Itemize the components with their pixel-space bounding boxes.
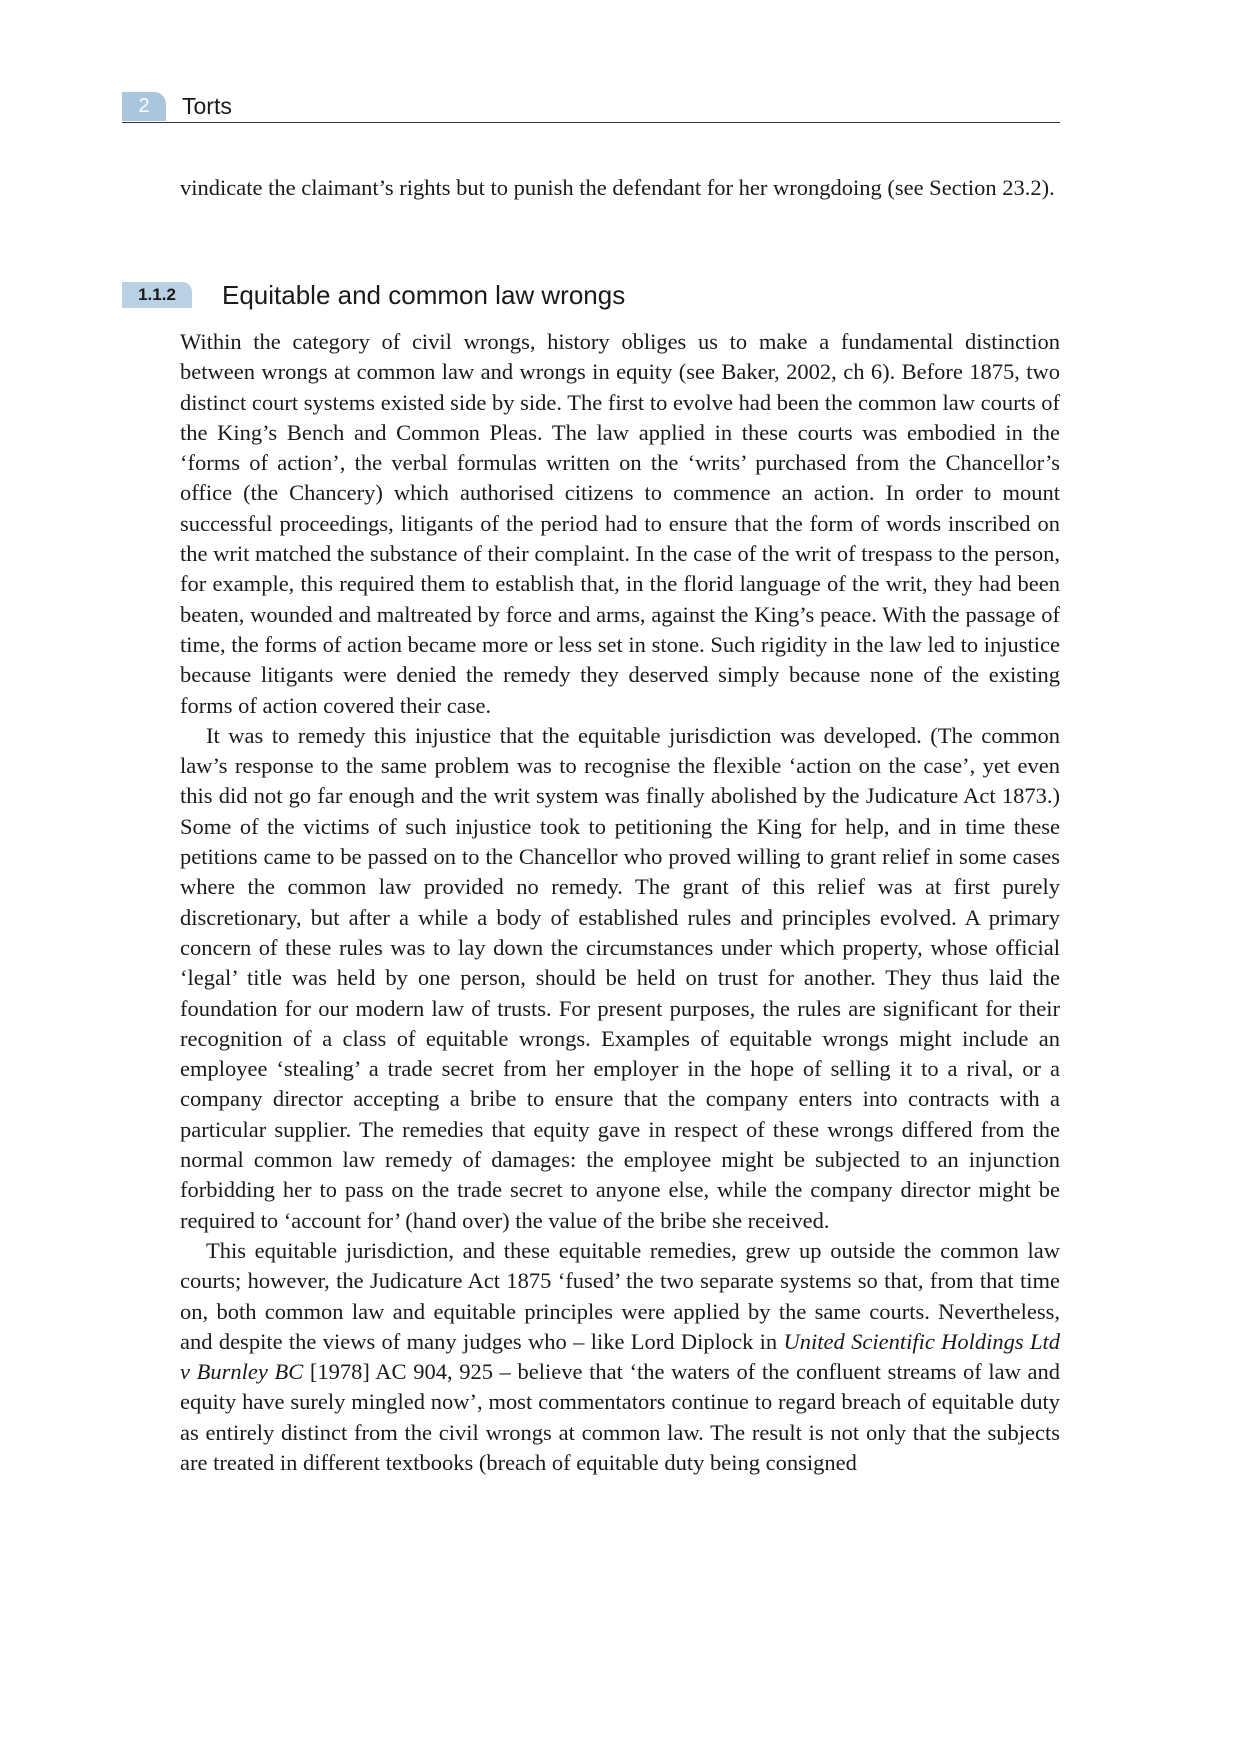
running-title: Torts	[182, 93, 232, 119]
body-text	[180, 327, 1060, 1478]
intro-text	[180, 173, 1060, 203]
section-number: 1.1.2	[122, 282, 192, 308]
section-title: Equitable and common law wrongs	[222, 280, 626, 310]
case-citation: United Scientific Holdings Ltd v Burnley BC	[180, 1328, 1060, 1385]
paragraph-3-text-after-case: [1978] AC 904, 925 – believe that ‘the waters of the confluent streams of law and equity have surely mingled now’, most commentators continue to regard breach of equitable duty as entirely distinct from the civil wrongs at common law. The result is not only that the subjects are treated in different textbooks (breach of equitable duty being consigned	[180, 1359, 1060, 1475]
body-paragraph-3	[180, 1236, 1060, 1478]
page-number: 2	[122, 92, 166, 121]
page-header	[122, 92, 1060, 123]
section-heading	[122, 278, 1062, 312]
body-paragraph-1: Within the category of civil wrongs, history obliges us to make a fundamental distinction between wrongs at common law and wrongs in equity (see Baker, 2002, ch 6). Before 1875, two distinct court systems existed side by side. The first to evolve had been the common law courts of the King’s Bench and Common Pleas. The law applied in these courts was embodied in the ‘forms of action’, the verbal formulas written on the ‘writs’ purchased from the Chancellor’s office (the Chancery) which authorised citizens to commence an action. In order to mount successful proceedings, litigants of the period had to ensure that the form of words inscribed on the writ matched the substance of their complaint. In the case of the writ of trespass to the person, for example, this required them to establish that, in the florid language of the writ, they had been beaten, wounded and maltreated by force and arms, against the King’s peace. With the passage of time, the forms of action became more or less set in stone. Such rigidity in the law led to injustice because litigants were denied the remedy they deserved simply because none of the existing forms of action covered their case.	[180, 329, 1060, 718]
intro-paragraph: vindicate the claimant’s rights but to punish the defendant for her wrongdoing (see Section 23.2).	[180, 175, 1055, 200]
body-paragraph-2: It was to remedy this injustice that the equitable jurisdiction was developed. (The common law’s response to the same problem was to recognise the flexible ‘action on the case’, yet even this did not go far enough and the writ system was finally abolished by the Judicature Act 1873.) Some of the victims of such injustice took to petitioning the King for help, and in time these petitions came to be passed on to the Chancellor who proved willing to grant relief in some cases where the common law provided no remedy. The grant of this relief was at first purely discretionary, but after a while a body of established rules and principles evolved. A primary concern of these rules was to lay down the circumstances under which property, whose official ‘legal’ title was held by one person, should be held on trust for another. They thus laid the foundation for our modern law of trusts. For present purposes, the rules are significant for their recognition of a class of equitable wrongs. Examples of equitable wrongs might include an employee ‘stealing’ a trade secret from her employer in the hope of selling it to a rival, or a company director accepting a bribe to ensure that the company enters into contracts with a particular supplier. The remedies that equity gave in respect of these wrongs differed from the normal common law remedy of damages: the employee might be subjected to an injunction forbidding her to pass on the trade secret to anyone else, while the company director might be required to ‘account for’ (hand over) the value of the bribe she received.	[180, 722, 1060, 1233]
paragraph-3-text-before-case: This equitable jurisdiction, and these equitable remedies, grew up outside the common law courts; however, the Judicature Act 1875 ‘fused’ the two separate systems so that, from that time on, both common law and equitable principles were applied by the same courts. Nevertheless, and despite the views of many judges who – like Lord Diplock in	[180, 1237, 1060, 1354]
